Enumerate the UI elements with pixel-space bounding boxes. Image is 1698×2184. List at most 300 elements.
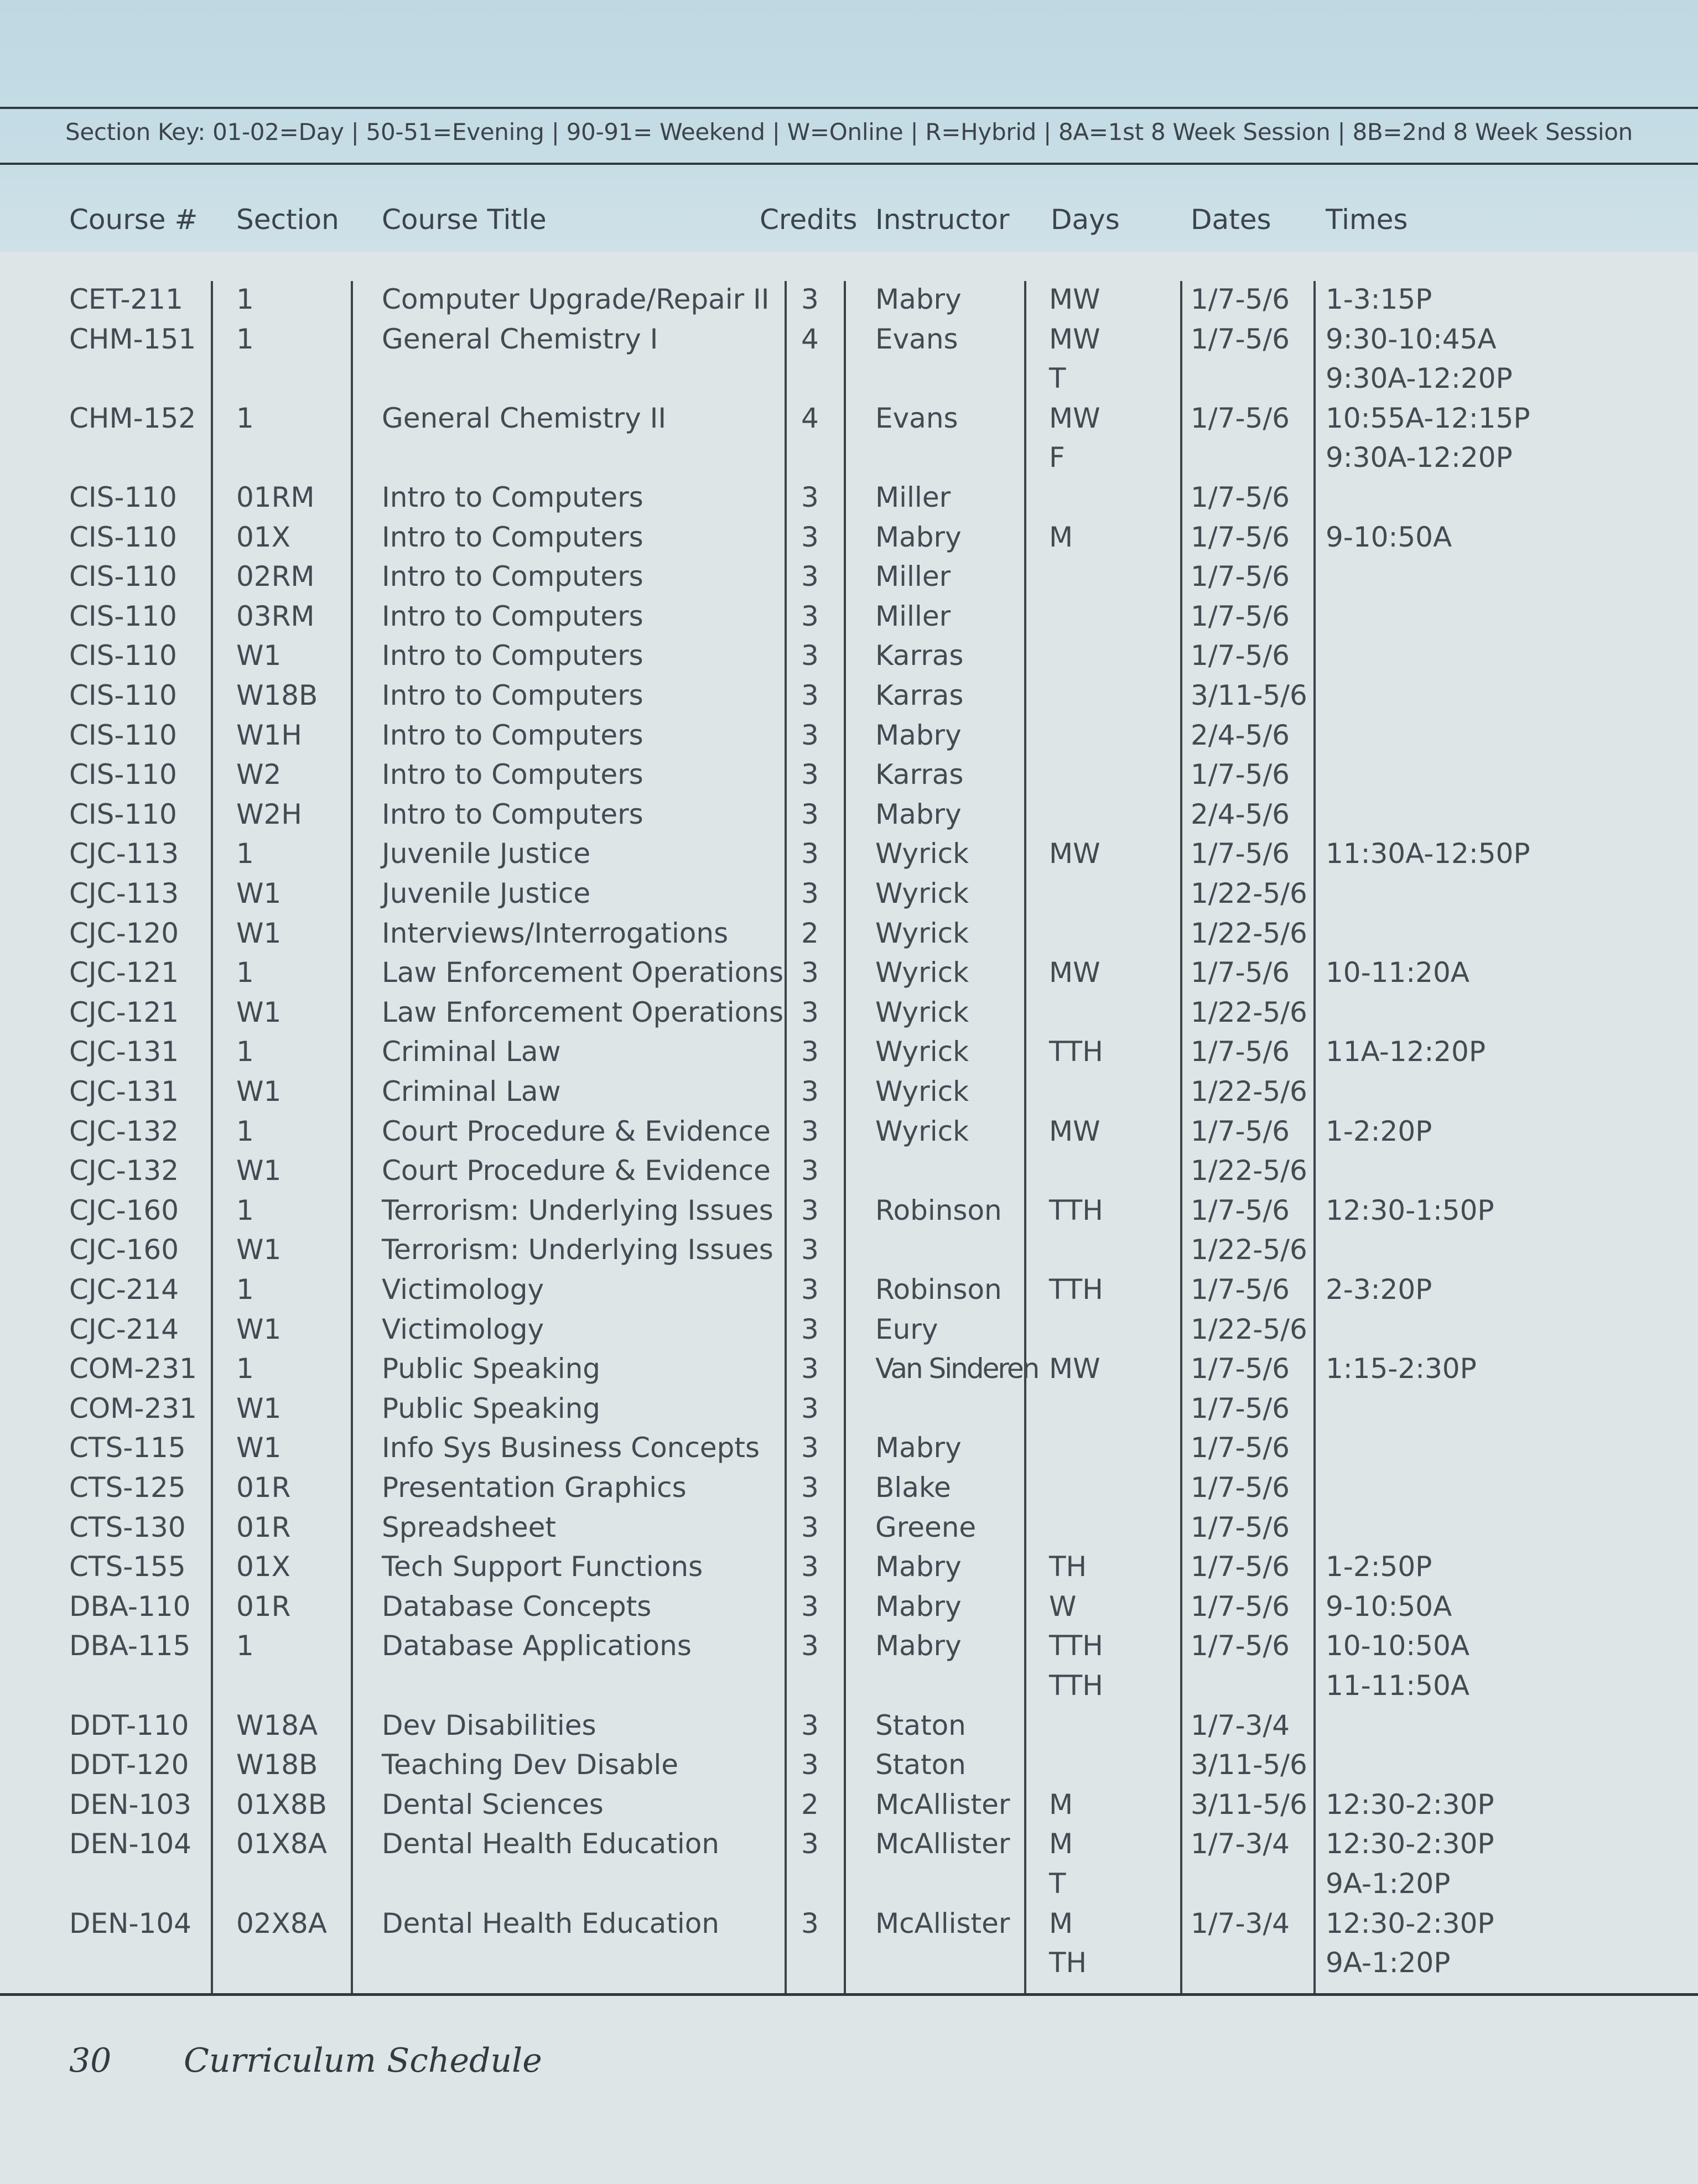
cell-title: Dev Disabilities <box>382 1709 596 1741</box>
table-row <box>0 1587 1698 1626</box>
cell-instructor: Mabry <box>875 521 962 553</box>
cell-times: 9-10:50A <box>1326 521 1452 553</box>
cell-times: 9:30-10:45A <box>1326 323 1497 355</box>
table-row <box>0 953 1698 992</box>
cell-instructor: Miller <box>875 481 951 513</box>
cell-course: CIS-110 <box>69 481 177 513</box>
cell-times: 12:30-1:50P <box>1326 1194 1494 1226</box>
table-row <box>0 1626 1698 1666</box>
table-row <box>0 438 1698 477</box>
table-row <box>0 596 1698 636</box>
cell-days: TTH <box>1049 1630 1103 1662</box>
cell-instructor: Greene <box>875 1511 977 1543</box>
cell-credits: 3 <box>801 1432 819 1464</box>
cell-course: CJC-120 <box>69 917 179 949</box>
cell-title: Tech Support Functions <box>382 1551 703 1583</box>
table-row <box>0 1824 1698 1864</box>
cell-dates: 1/7-5/6 <box>1191 1036 1290 1068</box>
cell-dates: 1/7-5/6 <box>1191 560 1290 593</box>
cell-times: 9:30A-12:20P <box>1326 362 1513 395</box>
table-row <box>0 675 1698 715</box>
table-row <box>0 1745 1698 1785</box>
cell-instructor: Karras <box>875 639 964 672</box>
cell-course: DEN-104 <box>69 1828 191 1860</box>
cell-instructor: Wyrick <box>875 877 969 909</box>
cell-section: W2H <box>236 798 302 830</box>
cell-times: 10:55A-12:15P <box>1326 402 1530 434</box>
cell-days: TTH <box>1049 1194 1103 1226</box>
cell-credits: 3 <box>801 1828 819 1860</box>
cell-title: Public Speaking <box>382 1353 601 1385</box>
cell-title: Dental Health Education <box>382 1907 719 1939</box>
cell-section: 01X <box>236 1551 290 1583</box>
cell-section: W1 <box>236 996 282 1028</box>
cell-course: CIS-110 <box>69 521 177 553</box>
table-row <box>0 636 1698 675</box>
table-row <box>0 1349 1698 1389</box>
table-row <box>0 1389 1698 1428</box>
cell-instructor: Wyrick <box>875 1075 969 1107</box>
cell-instructor: Miller <box>875 600 951 632</box>
cell-course: CHM-151 <box>69 323 196 355</box>
table-row <box>0 1705 1698 1745</box>
cell-course: CTS-155 <box>69 1551 186 1583</box>
cell-instructor: Wyrick <box>875 956 969 989</box>
cell-instructor: Mabry <box>875 283 962 315</box>
cell-instructor: Staton <box>875 1709 966 1741</box>
cell-days: M <box>1049 1788 1073 1821</box>
cell-course: CET-211 <box>69 283 183 315</box>
cell-instructor: Van Sinderen <box>875 1353 1038 1385</box>
cell-days: TTH <box>1049 1273 1103 1306</box>
cell-section: 02RM <box>236 560 315 593</box>
cell-times: 10-11:20A <box>1326 956 1469 989</box>
cell-course: CIS-110 <box>69 798 177 830</box>
cell-dates: 1/7-5/6 <box>1191 521 1290 553</box>
table-row <box>0 557 1698 596</box>
section-key-rule <box>0 163 1698 165</box>
cell-instructor: Mabry <box>875 719 962 751</box>
cell-section: 01R <box>236 1471 291 1504</box>
cell-course: DDT-110 <box>69 1709 189 1741</box>
cell-instructor: Mabry <box>875 1590 962 1623</box>
header-section: Section <box>236 204 339 236</box>
cell-credits: 3 <box>801 560 819 593</box>
cell-credits: 3 <box>801 1155 819 1187</box>
cell-credits: 3 <box>801 1075 819 1107</box>
cell-credits: 3 <box>801 1353 819 1385</box>
cell-section: 03RM <box>236 600 315 632</box>
cell-section: 1 <box>236 1194 254 1226</box>
cell-dates: 1/22-5/6 <box>1191 1075 1307 1107</box>
cell-times: 11-11:50A <box>1326 1670 1469 1702</box>
cell-section: 01R <box>236 1511 291 1543</box>
cell-days: TTH <box>1049 1670 1103 1702</box>
cell-times: 11:30A-12:50P <box>1326 838 1530 870</box>
cell-credits: 3 <box>801 521 819 553</box>
cell-title: Intro to Computers <box>382 679 643 711</box>
cell-times: 1-2:50P <box>1326 1551 1432 1583</box>
cell-instructor: Blake <box>875 1471 951 1504</box>
cell-dates: 1/7-5/6 <box>1191 1511 1290 1543</box>
cell-days: MW <box>1049 838 1100 870</box>
cell-dates: 3/11-5/6 <box>1191 1788 1307 1821</box>
table-row <box>0 1230 1698 1270</box>
cell-section: 1 <box>236 1115 254 1147</box>
table-row <box>0 1507 1698 1547</box>
cell-section: W18B <box>236 679 318 711</box>
cell-credits: 3 <box>801 838 819 870</box>
cell-credits: 3 <box>801 758 819 791</box>
cell-section: 1 <box>236 323 254 355</box>
cell-times: 10-10:50A <box>1326 1630 1469 1662</box>
cell-title: Info Sys Business Concepts <box>382 1432 760 1464</box>
cell-instructor: Staton <box>875 1749 966 1781</box>
cell-times: 9-10:50A <box>1326 1590 1452 1623</box>
cell-dates: 1/22-5/6 <box>1191 877 1307 909</box>
cell-times: 2-3:20P <box>1326 1273 1432 1306</box>
cell-instructor: Robinson <box>875 1194 1002 1226</box>
cell-dates: 1/7-5/6 <box>1191 283 1290 315</box>
cell-section: 01X <box>236 521 290 553</box>
cell-title: Terrorism: Underlying Issues <box>382 1234 773 1266</box>
cell-dates: 1/7-5/6 <box>1191 838 1290 870</box>
cell-dates: 1/7-5/6 <box>1191 1432 1290 1464</box>
table-row <box>0 1943 1698 1983</box>
cell-course: CJC-132 <box>69 1115 179 1147</box>
cell-section: W18B <box>236 1749 318 1781</box>
page-number: 30 <box>69 2041 112 2080</box>
cell-title: Intro to Computers <box>382 560 643 593</box>
table-row <box>0 992 1698 1032</box>
cell-course: CJC-131 <box>69 1036 179 1068</box>
cell-credits: 3 <box>801 1511 819 1543</box>
cell-course: COM-231 <box>69 1353 197 1385</box>
cell-instructor: Wyrick <box>875 838 969 870</box>
cell-credits: 4 <box>801 323 819 355</box>
cell-course: CIS-110 <box>69 679 177 711</box>
cell-dates: 1/22-5/6 <box>1191 917 1307 949</box>
cell-dates: 1/7-5/6 <box>1191 1551 1290 1583</box>
table-row <box>0 913 1698 953</box>
cell-days: MW <box>1049 402 1100 434</box>
cell-section: 1 <box>236 1036 254 1068</box>
cell-title: Intro to Computers <box>382 798 643 830</box>
cell-course: CJC-160 <box>69 1194 179 1226</box>
table-row <box>0 1032 1698 1072</box>
cell-course: CIS-110 <box>69 600 177 632</box>
table-row <box>0 1190 1698 1230</box>
cell-title: Intro to Computers <box>382 639 643 672</box>
table-row <box>0 873 1698 913</box>
cell-title: Intro to Computers <box>382 758 643 791</box>
table-row <box>0 517 1698 557</box>
section-key: Section Key: 01-02=Day | 50-51=Evening | 90-91= Weekend | W=Online | R=Hybrid | 8A=1st 8 Week Session | 8B=2nd 8 Week Session <box>65 118 1633 145</box>
cell-credits: 3 <box>801 481 819 513</box>
cell-days: T <box>1049 1868 1066 1900</box>
cell-dates: 3/11-5/6 <box>1191 679 1307 711</box>
cell-instructor: Evans <box>875 323 958 355</box>
cell-credits: 3 <box>801 877 819 909</box>
header-days: Days <box>1051 204 1120 236</box>
cell-title: Dental Sciences <box>382 1788 604 1821</box>
cell-instructor: Eury <box>875 1313 938 1345</box>
cell-dates: 1/7-5/6 <box>1191 1392 1290 1424</box>
cell-dates: 1/7-5/6 <box>1191 639 1290 672</box>
cell-title: Presentation Graphics <box>382 1471 687 1504</box>
cell-dates: 1/7-3/4 <box>1191 1828 1290 1860</box>
table-row <box>0 319 1698 359</box>
cell-times: 12:30-2:30P <box>1326 1828 1494 1860</box>
cell-title: Criminal Law <box>382 1075 561 1107</box>
cell-credits: 3 <box>801 1273 819 1306</box>
cell-section: W1 <box>236 877 282 909</box>
cell-times: 9:30A-12:20P <box>1326 441 1513 474</box>
cell-title: Law Enforcement Operations <box>382 956 784 989</box>
cell-section: 02X8A <box>236 1907 327 1939</box>
cell-section: W1 <box>236 1432 282 1464</box>
cell-course: DBA-115 <box>69 1630 191 1662</box>
cell-times: 9A-1:20P <box>1326 1947 1451 1979</box>
cell-section: W1H <box>236 719 302 751</box>
cell-credits: 2 <box>801 917 819 949</box>
cell-section: W1 <box>236 1234 282 1266</box>
cell-credits: 3 <box>801 1471 819 1504</box>
cell-section: 01RM <box>236 481 315 513</box>
cell-title: Database Applications <box>382 1630 692 1662</box>
cell-title: Law Enforcement Operations <box>382 996 784 1028</box>
cell-title: Juvenile Justice <box>382 877 591 909</box>
cell-section: W2 <box>236 758 282 791</box>
cell-course: CJC-214 <box>69 1313 179 1345</box>
cell-section: W18A <box>236 1709 318 1741</box>
cell-title: Court Procedure & Evidence <box>382 1155 771 1187</box>
cell-title: Victimology <box>382 1313 544 1345</box>
table-row <box>0 1270 1698 1309</box>
cell-section: W1 <box>236 1313 282 1345</box>
cell-credits: 3 <box>801 1194 819 1226</box>
cell-dates: 1/22-5/6 <box>1191 996 1307 1028</box>
cell-section: 1 <box>236 1353 254 1385</box>
header-dates: Dates <box>1191 204 1271 236</box>
cell-course: CJC-132 <box>69 1155 179 1187</box>
cell-section: 01X8A <box>236 1828 327 1860</box>
cell-title: Intro to Computers <box>382 600 643 632</box>
cell-title: Public Speaking <box>382 1392 601 1424</box>
table-row <box>0 1151 1698 1190</box>
cell-credits: 3 <box>801 1590 819 1623</box>
cell-title: Dental Health Education <box>382 1828 719 1860</box>
cell-credits: 4 <box>801 402 819 434</box>
cell-course: CIS-110 <box>69 758 177 791</box>
cell-credits: 3 <box>801 639 819 672</box>
table-row <box>0 1468 1698 1507</box>
cell-section: 1 <box>236 1273 254 1306</box>
cell-days: MW <box>1049 1115 1100 1147</box>
cell-course: CJC-214 <box>69 1273 179 1306</box>
cell-title: Spreadsheet <box>382 1511 556 1543</box>
cell-times: 1:15-2:30P <box>1326 1353 1477 1385</box>
cell-title: Intro to Computers <box>382 719 643 751</box>
cell-dates: 2/4-5/6 <box>1191 798 1290 830</box>
cell-credits: 3 <box>801 283 819 315</box>
table-row <box>0 279 1698 319</box>
cell-section: 1 <box>236 956 254 989</box>
cell-title: Terrorism: Underlying Issues <box>382 1194 773 1226</box>
cell-instructor: Robinson <box>875 1273 1002 1306</box>
table-row <box>0 794 1698 834</box>
header-title: Course Title <box>382 204 547 236</box>
footer-title: Curriculum Schedule <box>184 2041 542 2080</box>
cell-times: 1-3:15P <box>1326 283 1432 315</box>
cell-section: W1 <box>236 1155 282 1187</box>
cell-title: Victimology <box>382 1273 544 1306</box>
table-row <box>0 1428 1698 1468</box>
cell-instructor: Wyrick <box>875 996 969 1028</box>
cell-days: M <box>1049 521 1073 553</box>
cell-times: 12:30-2:30P <box>1326 1788 1494 1821</box>
cell-credits: 3 <box>801 719 819 751</box>
cell-instructor: Wyrick <box>875 917 969 949</box>
cell-course: COM-231 <box>69 1392 197 1424</box>
cell-credits: 3 <box>801 1036 819 1068</box>
cell-dates: 1/7-5/6 <box>1191 1273 1290 1306</box>
cell-credits: 3 <box>801 679 819 711</box>
bottom-rule <box>0 1993 1698 1996</box>
cell-course: CTS-125 <box>69 1471 186 1504</box>
cell-title: Database Concepts <box>382 1590 652 1623</box>
cell-title: Teaching Dev Disable <box>382 1749 679 1781</box>
cell-dates: 1/22-5/6 <box>1191 1155 1307 1187</box>
cell-instructor: Miller <box>875 560 951 593</box>
cell-dates: 2/4-5/6 <box>1191 719 1290 751</box>
cell-section: W1 <box>236 917 282 949</box>
table-row <box>0 1864 1698 1904</box>
table-row <box>0 398 1698 438</box>
cell-credits: 3 <box>801 1115 819 1147</box>
cell-instructor: Karras <box>875 758 964 791</box>
cell-instructor: McAllister <box>875 1828 1010 1860</box>
cell-course: CIS-110 <box>69 560 177 593</box>
table-row <box>0 1072 1698 1111</box>
cell-times: 9A-1:20P <box>1326 1868 1451 1900</box>
cell-days: T <box>1049 362 1066 395</box>
cell-course: CTS-115 <box>69 1432 186 1464</box>
cell-dates: 3/11-5/6 <box>1191 1749 1307 1781</box>
cell-credits: 3 <box>801 1234 819 1266</box>
cell-dates: 1/7-5/6 <box>1191 1630 1290 1662</box>
cell-times: 1-2:20P <box>1326 1115 1432 1147</box>
cell-credits: 3 <box>801 956 819 989</box>
cell-course: CJC-113 <box>69 838 179 870</box>
table-row <box>0 1309 1698 1349</box>
cell-dates: 1/7-5/6 <box>1191 956 1290 989</box>
table-row <box>0 834 1698 873</box>
cell-days: TTH <box>1049 1036 1103 1068</box>
cell-days: TH <box>1049 1551 1087 1583</box>
cell-credits: 3 <box>801 1630 819 1662</box>
cell-credits: 3 <box>801 1313 819 1345</box>
cell-course: CIS-110 <box>69 639 177 672</box>
cell-section: 1 <box>236 402 254 434</box>
cell-section: W1 <box>236 1392 282 1424</box>
cell-dates: 1/7-5/6 <box>1191 481 1290 513</box>
table-row <box>0 477 1698 517</box>
cell-days: W <box>1049 1590 1077 1623</box>
table-row <box>0 1666 1698 1705</box>
cell-title: Intro to Computers <box>382 481 643 513</box>
cell-title: Interviews/Interrogations <box>382 917 729 949</box>
cell-instructor: Mabry <box>875 798 962 830</box>
cell-times: 12:30-2:30P <box>1326 1907 1494 1939</box>
cell-instructor: Evans <box>875 402 958 434</box>
cell-dates: 1/7-5/6 <box>1191 402 1290 434</box>
cell-course: DDT-120 <box>69 1749 189 1781</box>
cell-title: General Chemistry II <box>382 402 667 434</box>
cell-credits: 3 <box>801 1709 819 1741</box>
cell-credits: 3 <box>801 600 819 632</box>
cell-dates: 1/7-5/6 <box>1191 1115 1290 1147</box>
cell-dates: 1/7-3/4 <box>1191 1709 1290 1741</box>
cell-course: DBA-110 <box>69 1590 191 1623</box>
cell-dates: 1/7-5/6 <box>1191 1590 1290 1623</box>
cell-days: MW <box>1049 1353 1100 1385</box>
cell-section: 01R <box>236 1590 291 1623</box>
cell-credits: 3 <box>801 1551 819 1583</box>
cell-days: MW <box>1049 283 1100 315</box>
cell-title: General Chemistry I <box>382 323 658 355</box>
table-row <box>0 755 1698 794</box>
cell-days: M <box>1049 1828 1073 1860</box>
cell-instructor: Wyrick <box>875 1036 969 1068</box>
cell-course: CJC-121 <box>69 996 179 1028</box>
table-row <box>0 1111 1698 1151</box>
header-course: Course # <box>69 204 198 236</box>
cell-course: CHM-152 <box>69 402 196 434</box>
cell-dates: 1/7-5/6 <box>1191 758 1290 791</box>
cell-dates: 1/7-5/6 <box>1191 1194 1290 1226</box>
cell-dates: 1/22-5/6 <box>1191 1234 1307 1266</box>
cell-dates: 1/7-5/6 <box>1191 1353 1290 1385</box>
header-credits: Credits <box>760 204 858 236</box>
table-row <box>0 1785 1698 1824</box>
header-instructor: Instructor <box>875 204 1010 236</box>
cell-instructor: Karras <box>875 679 964 711</box>
table-row <box>0 1547 1698 1587</box>
header-times: Times <box>1326 204 1408 236</box>
cell-instructor: Wyrick <box>875 1115 969 1147</box>
cell-dates: 1/7-5/6 <box>1191 600 1290 632</box>
cell-section: 01X8B <box>236 1788 327 1821</box>
cell-course: DEN-104 <box>69 1907 191 1939</box>
cell-section: W1 <box>236 1075 282 1107</box>
cell-course: CJC-113 <box>69 877 179 909</box>
table-row <box>0 358 1698 398</box>
cell-days: MW <box>1049 956 1100 989</box>
cell-section: W1 <box>236 639 282 672</box>
cell-days: M <box>1049 1907 1073 1939</box>
cell-title: Computer Upgrade/Repair II <box>382 283 770 315</box>
cell-credits: 2 <box>801 1788 819 1821</box>
cell-section: 1 <box>236 1630 254 1662</box>
cell-section: 1 <box>236 283 254 315</box>
cell-days: F <box>1049 441 1065 474</box>
cell-credits: 3 <box>801 1907 819 1939</box>
cell-section: 1 <box>236 838 254 870</box>
cell-credits: 3 <box>801 1749 819 1781</box>
cell-credits: 3 <box>801 996 819 1028</box>
cell-instructor: McAllister <box>875 1788 1010 1821</box>
